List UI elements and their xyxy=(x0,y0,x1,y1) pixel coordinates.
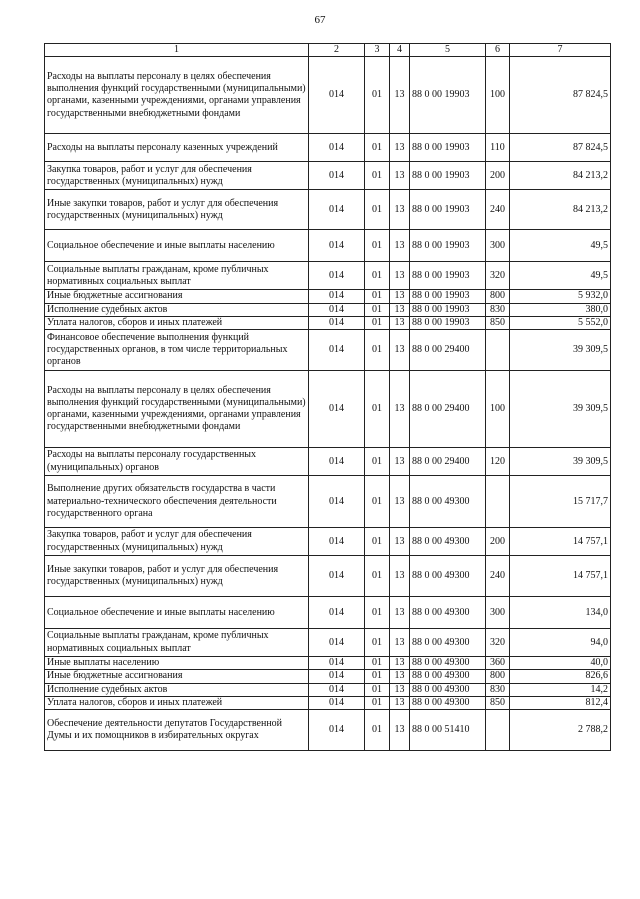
page-number: 67 xyxy=(314,14,326,26)
column-header: 3 xyxy=(365,44,390,57)
table-row xyxy=(45,657,611,670)
amount-cell: 14 757,1 xyxy=(510,556,611,597)
amount-cell: 84 213,2 xyxy=(510,162,611,190)
ministry-code-cell: 014 xyxy=(309,556,365,597)
ministry-code-cell: 014 xyxy=(309,528,365,556)
amount-cell: 87 824,5 xyxy=(510,57,611,134)
subsection-code-cell: 13 xyxy=(390,290,410,303)
subsection-code-cell: 13 xyxy=(390,330,410,371)
amount-cell: 87 824,5 xyxy=(510,134,611,162)
section-code-cell: 01 xyxy=(365,262,390,290)
table-row xyxy=(45,683,611,696)
section-code-cell: 01 xyxy=(365,290,390,303)
amount-cell: 84 213,2 xyxy=(510,190,611,230)
subsection-code-cell: 13 xyxy=(390,476,410,528)
table-row xyxy=(45,710,611,751)
amount-cell: 39 309,5 xyxy=(510,330,611,371)
amount-cell: 14 757,1 xyxy=(510,528,611,556)
table-row xyxy=(45,316,611,329)
item-name-cell: Уплата налогов, сборов и иных платежей xyxy=(45,697,309,710)
ministry-code-cell: 014 xyxy=(309,290,365,303)
amount-cell: 39 309,5 xyxy=(510,371,611,448)
ministry-code-cell: 014 xyxy=(309,303,365,316)
budget-table xyxy=(44,43,611,751)
item-name-cell: Иные закупки товаров, работ и услуг для обеспечения государственных (муниципальных) нужд xyxy=(45,190,309,230)
expense-type-code-cell: 240 xyxy=(486,556,510,597)
item-name-cell: Иные закупки товаров, работ и услуг для обеспечения государственных (муниципальных) нужд xyxy=(45,556,309,597)
ministry-code-cell: 014 xyxy=(309,190,365,230)
section-code-cell: 01 xyxy=(365,528,390,556)
item-name-cell: Исполнение судебных актов xyxy=(45,683,309,696)
ministry-code-cell: 014 xyxy=(309,330,365,371)
target-article-code-cell: 88 0 00 19903 xyxy=(410,230,486,262)
table-body xyxy=(45,57,611,751)
amount-cell: 134,0 xyxy=(510,597,611,629)
subsection-code-cell: 13 xyxy=(390,597,410,629)
ministry-code-cell: 014 xyxy=(309,162,365,190)
section-code-cell: 01 xyxy=(365,134,390,162)
column-header: 5 xyxy=(410,44,486,57)
section-code-cell: 01 xyxy=(365,670,390,683)
subsection-code-cell: 13 xyxy=(390,670,410,683)
section-code-cell: 01 xyxy=(365,597,390,629)
expense-type-code-cell: 360 xyxy=(486,657,510,670)
target-article-code-cell: 88 0 00 19903 xyxy=(410,316,486,329)
ministry-code-cell: 014 xyxy=(309,57,365,134)
amount-cell: 94,0 xyxy=(510,629,611,657)
section-code-cell: 01 xyxy=(365,697,390,710)
subsection-code-cell: 13 xyxy=(390,710,410,751)
subsection-code-cell: 13 xyxy=(390,162,410,190)
ministry-code-cell: 014 xyxy=(309,657,365,670)
table-row xyxy=(45,476,611,528)
table-header-row xyxy=(45,44,611,57)
expense-type-code-cell: 200 xyxy=(486,162,510,190)
section-code-cell: 01 xyxy=(365,303,390,316)
table-row xyxy=(45,57,611,134)
target-article-code-cell: 88 0 00 49300 xyxy=(410,597,486,629)
expense-type-code-cell: 850 xyxy=(486,697,510,710)
expense-type-code-cell: 100 xyxy=(486,57,510,134)
item-name-cell: Уплата налогов, сборов и иных платежей xyxy=(45,316,309,329)
section-code-cell: 01 xyxy=(365,710,390,751)
amount-cell: 49,5 xyxy=(510,262,611,290)
section-code-cell: 01 xyxy=(365,330,390,371)
target-article-code-cell: 88 0 00 49300 xyxy=(410,528,486,556)
column-header: 2 xyxy=(309,44,365,57)
ministry-code-cell: 014 xyxy=(309,448,365,476)
column-header: 1 xyxy=(45,44,309,57)
table-row xyxy=(45,134,611,162)
section-code-cell: 01 xyxy=(365,57,390,134)
section-code-cell: 01 xyxy=(365,162,390,190)
item-name-cell: Социальные выплаты гражданам, кроме публичных нормативных социальных выплат xyxy=(45,629,309,657)
amount-cell: 2 788,2 xyxy=(510,710,611,751)
target-article-code-cell: 88 0 00 49300 xyxy=(410,476,486,528)
subsection-code-cell: 13 xyxy=(390,262,410,290)
item-name-cell: Расходы на выплаты персоналу казенных учреждений xyxy=(45,134,309,162)
item-name-cell: Исполнение судебных актов xyxy=(45,303,309,316)
table-row xyxy=(45,556,611,597)
column-header: 4 xyxy=(390,44,410,57)
expense-type-code-cell: 240 xyxy=(486,190,510,230)
subsection-code-cell: 13 xyxy=(390,303,410,316)
subsection-code-cell: 13 xyxy=(390,629,410,657)
expense-type-code-cell: 850 xyxy=(486,316,510,329)
table-row xyxy=(45,371,611,448)
amount-cell: 5 552,0 xyxy=(510,316,611,329)
target-article-code-cell: 88 0 00 19903 xyxy=(410,290,486,303)
target-article-code-cell: 88 0 00 49300 xyxy=(410,670,486,683)
target-article-code-cell: 88 0 00 19903 xyxy=(410,190,486,230)
amount-cell: 14,2 xyxy=(510,683,611,696)
section-code-cell: 01 xyxy=(365,316,390,329)
item-name-cell: Закупка товаров, работ и услуг для обеспечения государственных (муниципальных) нужд xyxy=(45,162,309,190)
ministry-code-cell: 014 xyxy=(309,134,365,162)
table-row xyxy=(45,528,611,556)
expense-type-code-cell: 300 xyxy=(486,230,510,262)
item-name-cell: Социальные выплаты гражданам, кроме публичных нормативных социальных выплат xyxy=(45,262,309,290)
amount-cell: 5 932,0 xyxy=(510,290,611,303)
subsection-code-cell: 13 xyxy=(390,556,410,597)
table-row xyxy=(45,262,611,290)
target-article-code-cell: 88 0 00 19903 xyxy=(410,134,486,162)
subsection-code-cell: 13 xyxy=(390,371,410,448)
subsection-code-cell: 13 xyxy=(390,134,410,162)
section-code-cell: 01 xyxy=(365,657,390,670)
table-row xyxy=(45,162,611,190)
target-article-code-cell: 88 0 00 19903 xyxy=(410,262,486,290)
amount-cell: 39 309,5 xyxy=(510,448,611,476)
ministry-code-cell: 014 xyxy=(309,476,365,528)
ministry-code-cell: 014 xyxy=(309,697,365,710)
subsection-code-cell: 13 xyxy=(390,230,410,262)
subsection-code-cell: 13 xyxy=(390,448,410,476)
ministry-code-cell: 014 xyxy=(309,710,365,751)
ministry-code-cell: 014 xyxy=(309,597,365,629)
target-article-code-cell: 88 0 00 29400 xyxy=(410,371,486,448)
section-code-cell: 01 xyxy=(365,476,390,528)
expense-type-code-cell: 830 xyxy=(486,683,510,696)
item-name-cell: Финансовое обеспечение выполнения функций государственных органов, в том числе территориальных органов xyxy=(45,330,309,371)
amount-cell: 40,0 xyxy=(510,657,611,670)
expense-type-code-cell: 800 xyxy=(486,290,510,303)
target-article-code-cell: 88 0 00 49300 xyxy=(410,683,486,696)
subsection-code-cell: 13 xyxy=(390,57,410,134)
section-code-cell: 01 xyxy=(365,448,390,476)
expense-type-code-cell: 300 xyxy=(486,597,510,629)
amount-cell: 15 717,7 xyxy=(510,476,611,528)
expense-type-code-cell: 110 xyxy=(486,134,510,162)
section-code-cell: 01 xyxy=(365,190,390,230)
ministry-code-cell: 014 xyxy=(309,230,365,262)
expense-type-code-cell xyxy=(486,476,510,528)
item-name-cell: Расходы на выплаты персоналу в целях обеспечения выполнения функций государственными (муниципальными) органами, казенными учреждениями, органами управления государственными внебюджетными фондами xyxy=(45,57,309,134)
ministry-code-cell: 014 xyxy=(309,670,365,683)
expense-type-code-cell: 320 xyxy=(486,629,510,657)
ministry-code-cell: 014 xyxy=(309,683,365,696)
expense-type-code-cell: 100 xyxy=(486,371,510,448)
expense-type-code-cell: 830 xyxy=(486,303,510,316)
amount-cell: 380,0 xyxy=(510,303,611,316)
table-row xyxy=(45,190,611,230)
table-row xyxy=(45,330,611,371)
item-name-cell: Расходы на выплаты персоналу в целях обеспечения выполнения функций государственными (муниципальными) органами, казенными учреждениями, органами управления государственными внебюджетными фондами xyxy=(45,371,309,448)
table-row xyxy=(45,303,611,316)
target-article-code-cell: 88 0 00 29400 xyxy=(410,330,486,371)
target-article-code-cell: 88 0 00 29400 xyxy=(410,448,486,476)
target-article-code-cell: 88 0 00 51410 xyxy=(410,710,486,751)
table-row xyxy=(45,290,611,303)
target-article-code-cell: 88 0 00 19903 xyxy=(410,57,486,134)
item-name-cell: Выполнение других обязательств государства в части материально-технического обеспечения деятельности государственного органа xyxy=(45,476,309,528)
target-article-code-cell: 88 0 00 49300 xyxy=(410,629,486,657)
section-code-cell: 01 xyxy=(365,556,390,597)
subsection-code-cell: 13 xyxy=(390,528,410,556)
expense-type-code-cell: 120 xyxy=(486,448,510,476)
ministry-code-cell: 014 xyxy=(309,316,365,329)
expense-type-code-cell xyxy=(486,710,510,751)
subsection-code-cell: 13 xyxy=(390,657,410,670)
subsection-code-cell: 13 xyxy=(390,316,410,329)
subsection-code-cell: 13 xyxy=(390,190,410,230)
subsection-code-cell: 13 xyxy=(390,697,410,710)
amount-cell: 812,4 xyxy=(510,697,611,710)
amount-cell: 826,6 xyxy=(510,670,611,683)
table-row xyxy=(45,670,611,683)
item-name-cell: Расходы на выплаты персоналу государственных (муниципальных) органов xyxy=(45,448,309,476)
item-name-cell: Иные бюджетные ассигнования xyxy=(45,670,309,683)
column-header: 6 xyxy=(486,44,510,57)
target-article-code-cell: 88 0 00 19903 xyxy=(410,303,486,316)
ministry-code-cell: 014 xyxy=(309,262,365,290)
target-article-code-cell: 88 0 00 49300 xyxy=(410,697,486,710)
table-row xyxy=(45,448,611,476)
target-article-code-cell: 88 0 00 19903 xyxy=(410,162,486,190)
expense-type-code-cell: 800 xyxy=(486,670,510,683)
item-name-cell: Закупка товаров, работ и услуг для обеспечения государственных (муниципальных) нужд xyxy=(45,528,309,556)
item-name-cell: Социальное обеспечение и иные выплаты населению xyxy=(45,230,309,262)
table-row xyxy=(45,230,611,262)
target-article-code-cell: 88 0 00 49300 xyxy=(410,657,486,670)
item-name-cell: Обеспечение деятельности депутатов Государственной Думы и их помощников в избирательных округах xyxy=(45,710,309,751)
table-row xyxy=(45,697,611,710)
amount-cell: 49,5 xyxy=(510,230,611,262)
item-name-cell: Социальное обеспечение и иные выплаты населению xyxy=(45,597,309,629)
section-code-cell: 01 xyxy=(365,683,390,696)
table-row xyxy=(45,629,611,657)
section-code-cell: 01 xyxy=(365,230,390,262)
section-code-cell: 01 xyxy=(365,629,390,657)
ministry-code-cell: 014 xyxy=(309,629,365,657)
ministry-code-cell: 014 xyxy=(309,371,365,448)
column-header: 7 xyxy=(510,44,611,57)
table-row xyxy=(45,597,611,629)
section-code-cell: 01 xyxy=(365,371,390,448)
item-name-cell: Иные выплаты населению xyxy=(45,657,309,670)
expense-type-code-cell: 200 xyxy=(486,528,510,556)
expense-type-code-cell xyxy=(486,330,510,371)
target-article-code-cell: 88 0 00 49300 xyxy=(410,556,486,597)
item-name-cell: Иные бюджетные ассигнования xyxy=(45,290,309,303)
expense-type-code-cell: 320 xyxy=(486,262,510,290)
subsection-code-cell: 13 xyxy=(390,683,410,696)
